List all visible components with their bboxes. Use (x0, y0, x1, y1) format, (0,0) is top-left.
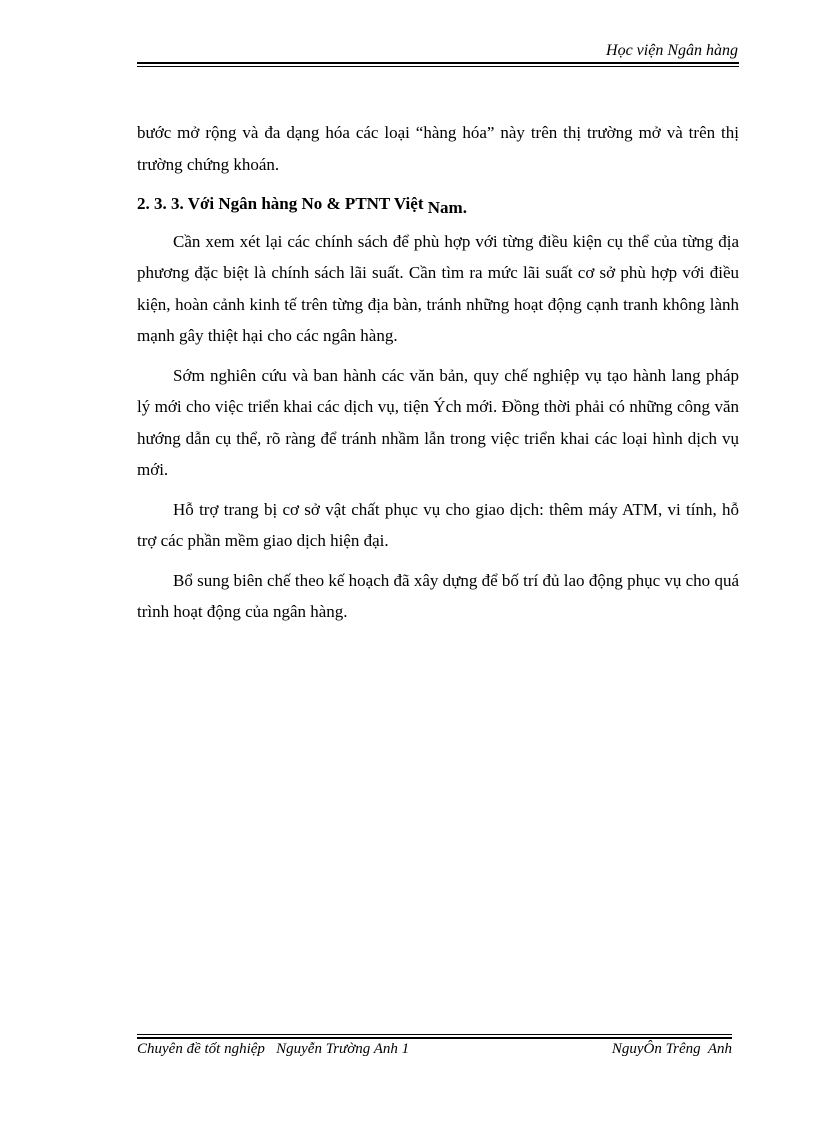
footer-rule-thin (137, 1034, 732, 1035)
section-heading-main: 2. 3. 3. Với Ngân hàng No & PTNT Việt (137, 194, 424, 213)
header-rule-thin (137, 66, 739, 67)
paragraph-continuation: bước mở rộng và đa dạng hóa các loại “hàng hóa” này trên thị trường mở và trên thị trường chứng khoán. (137, 123, 739, 174)
header-title: Học viện Ngân hàng (606, 42, 738, 59)
document-body (137, 117, 739, 636)
paragraph-4: Bổ sung biên chế theo kế hoạch đã xây dựng để bố trí đủ lao động phục vụ cho quá trình hoạt động của ngân hàng. (137, 570, 739, 621)
paragraph-1: Cần xem xét lại các chính sách để phù hợp với từng điều kiện cụ thể của từng địa phương đặc biệt là chính sách lãi suất. Cần tìm ra mức lãi suất cơ sở phù hợp với điều kiện, hoàn cảnh kinh tế trên từng địa bàn, tránh những hoạt động cạnh tranh không lành mạnh gây thiệt hại cho các ngân hàng. (137, 231, 739, 345)
footer-rule-thick (137, 1037, 732, 1039)
section-heading-tail: Nam. (427, 198, 467, 217)
paragraph-3: Hỗ trợ trang bị cơ sở vật chất phục vụ cho giao dịch: thêm máy ATM, vi tính, hỗ trợ các phần mềm giao dịch hiện đại. (137, 499, 739, 550)
footer-left-text: Chuyên đề tốt nghiệp Nguyễn Trường Anh 1 (137, 1041, 410, 1057)
footer-right-text: NguyÔn Trêng Anh (611, 1041, 732, 1057)
paragraph-2: Sớm nghiên cứu và ban hành các văn bản, quy chế nghiệp vụ tạo hành lang pháp lý mới cho việc triển khai các dịch vụ, tiện Ých mới. Đồng thời phải có những công văn hướng dẫn cụ thể, rõ ràng để tránh nhầm lẫn trong việc triển khai các loại hình dịch vụ mới. (137, 365, 739, 479)
header-rule-thick (137, 62, 739, 64)
section-heading (137, 188, 739, 220)
